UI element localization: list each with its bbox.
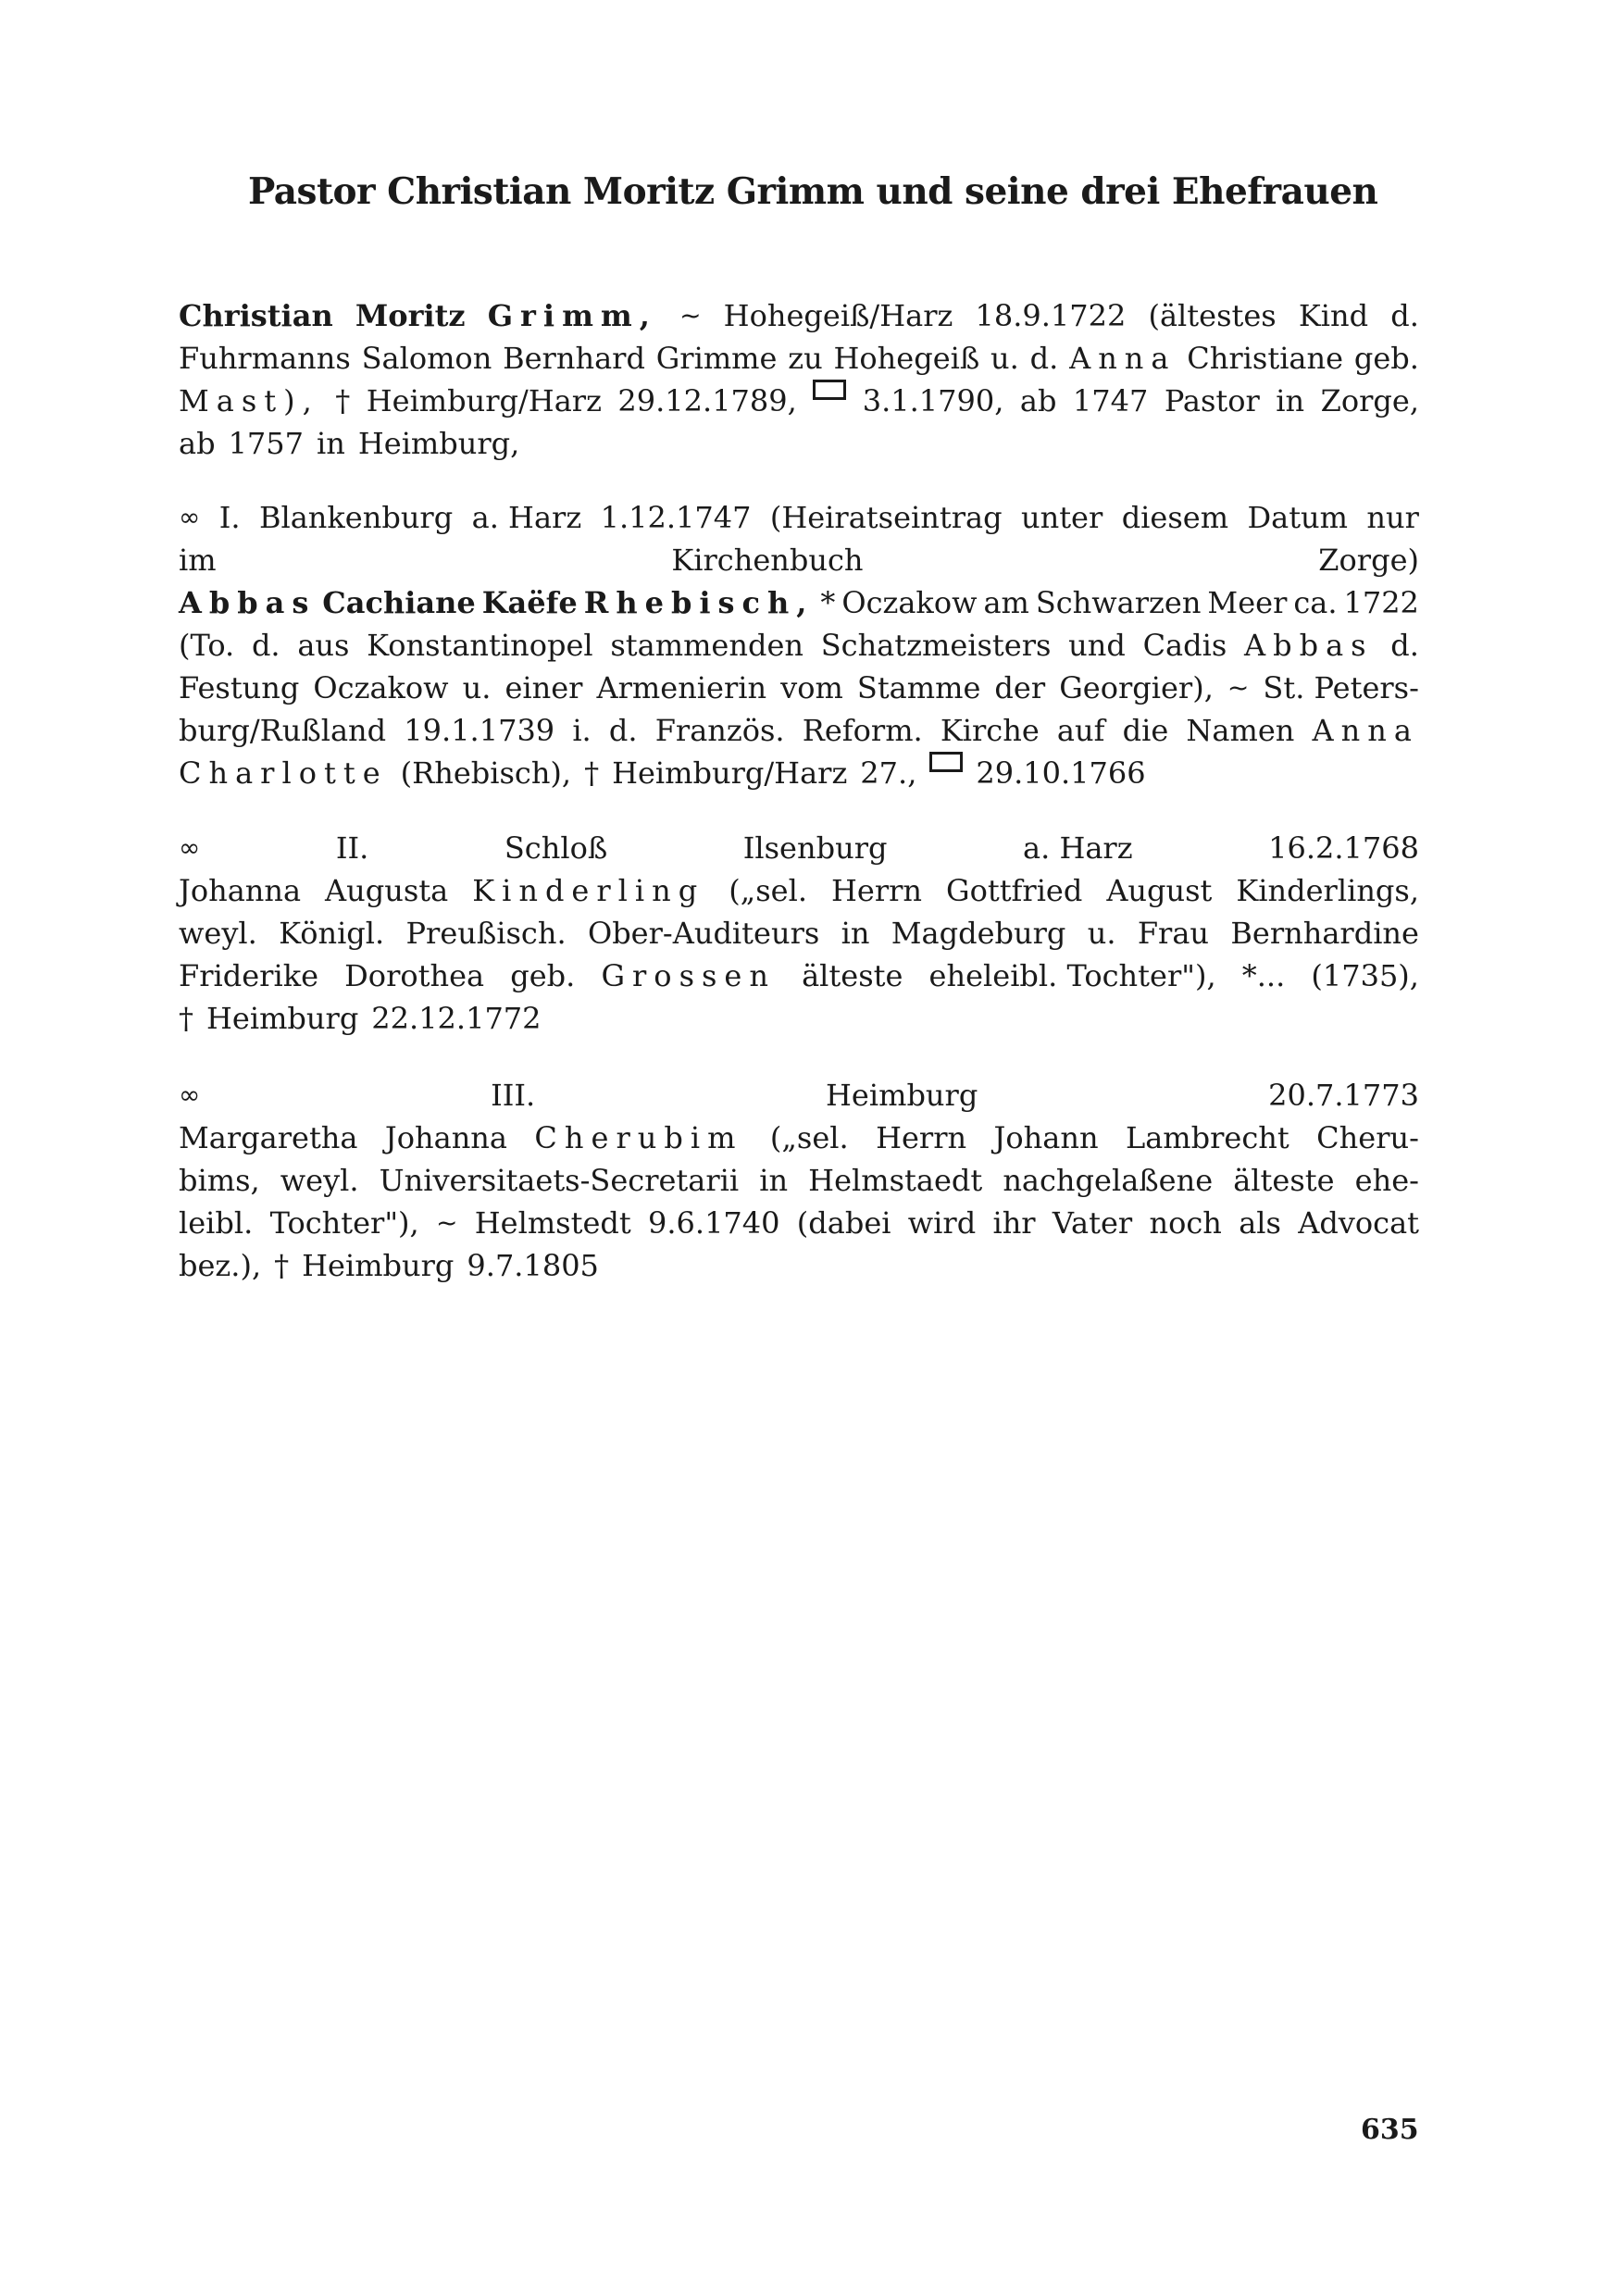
word: Preußisch. xyxy=(405,916,567,951)
word: Bernhard xyxy=(503,341,645,376)
text-line xyxy=(179,1117,1419,1159)
word: Schatzmeisters xyxy=(820,628,1052,663)
text-line xyxy=(179,496,1419,539)
word: aus xyxy=(297,628,350,663)
text-line xyxy=(179,869,1419,912)
word: Hohegeiß/Harz xyxy=(723,298,953,333)
word: d. xyxy=(1390,298,1419,333)
word: * xyxy=(820,585,836,620)
baptism-icon: ~ xyxy=(1227,672,1250,703)
word: Heimburg, xyxy=(357,426,520,461)
word: Oczakow xyxy=(841,585,978,620)
word: Cherubim xyxy=(534,1120,743,1155)
word: Salomon xyxy=(361,341,492,376)
word: Herrn xyxy=(876,1120,967,1155)
word: Blankenburg xyxy=(258,500,454,535)
word: ihr xyxy=(992,1205,1036,1241)
word: II. xyxy=(335,830,369,866)
word: Moritz xyxy=(355,298,466,333)
word: burg/Rußland xyxy=(179,713,387,748)
text-line xyxy=(179,581,1419,624)
word: leibl. xyxy=(179,1205,254,1241)
word: Heimburg/Harz xyxy=(366,383,602,418)
word: wird xyxy=(907,1205,977,1241)
word: älteste xyxy=(802,958,903,993)
word: Margaretha xyxy=(179,1120,358,1155)
word: vom xyxy=(780,670,843,705)
word: Stamme xyxy=(856,670,981,705)
word: Tochter"), xyxy=(269,1205,419,1241)
word: zu xyxy=(788,341,823,376)
word: bez.), xyxy=(179,1248,262,1283)
word: i. xyxy=(572,713,592,748)
word: d. xyxy=(251,628,280,663)
word: Anna xyxy=(1312,713,1419,748)
text-line xyxy=(179,337,1419,380)
text-line xyxy=(179,294,1419,337)
word: (Rhebisch), xyxy=(400,755,572,791)
word: Gottfried xyxy=(946,873,1083,908)
word: 9.6.1740 xyxy=(648,1205,780,1241)
word: Heimburg xyxy=(302,1248,455,1283)
word: diesem xyxy=(1121,500,1229,535)
word: Rhebisch, xyxy=(583,585,815,620)
word: d. xyxy=(1390,628,1419,663)
word: Grossen xyxy=(601,958,776,993)
word: Schloß xyxy=(504,830,608,866)
word: d. xyxy=(1029,341,1059,376)
word: Kinderlings, xyxy=(1236,873,1419,908)
word: 19.1.1739 xyxy=(404,713,555,748)
word: 3.1.1790, xyxy=(862,383,1004,418)
word: Grimm, xyxy=(487,298,657,333)
word: („sel. xyxy=(769,1120,849,1155)
entry-marriage-3 xyxy=(179,1074,1419,1287)
word: Königl. xyxy=(279,916,385,951)
word: Ober-Auditeurs xyxy=(587,916,820,951)
word: Universitaets-Secretarii xyxy=(379,1163,740,1198)
word: St. Peters- xyxy=(1263,670,1419,705)
word: ehe- xyxy=(1354,1163,1419,1198)
word: Georgier), xyxy=(1059,670,1214,705)
word: bims, xyxy=(179,1163,260,1198)
word: 27., xyxy=(860,755,917,791)
word: I. xyxy=(218,500,241,535)
word: Augusta xyxy=(325,873,449,908)
marriage-icon: ∞ xyxy=(179,832,201,863)
death-icon: † xyxy=(584,755,600,791)
word: Lambrecht xyxy=(1125,1120,1289,1155)
word: Zorge, xyxy=(1320,383,1419,418)
word: Armenierin xyxy=(596,670,767,705)
word: nachgelaßene xyxy=(1003,1163,1214,1198)
word: Abbas xyxy=(1243,628,1374,663)
word: Advocat xyxy=(1298,1205,1419,1241)
baptism-icon: ~ xyxy=(679,300,702,331)
word: Cachiane xyxy=(322,585,476,620)
word: weyl. xyxy=(179,916,257,951)
word: 9.7.1805 xyxy=(467,1248,599,1283)
word: Kind xyxy=(1298,298,1369,333)
word: a. Harz xyxy=(471,500,582,535)
word: Datum xyxy=(1247,500,1348,535)
word: in xyxy=(317,426,345,461)
baptism-icon: ~ xyxy=(435,1207,458,1238)
text-line xyxy=(179,752,1419,794)
word: Abbas xyxy=(179,585,317,620)
text-line xyxy=(179,1159,1419,1202)
word: d. xyxy=(608,713,638,748)
word: älteste xyxy=(1233,1163,1335,1198)
word: 16.2.1768 xyxy=(1268,830,1419,866)
word: (Heiratseintrag xyxy=(769,500,1003,535)
word: Helmstaedt xyxy=(808,1163,983,1198)
word: u. xyxy=(1087,916,1116,951)
word: Hohegeiß xyxy=(833,341,980,376)
word: Pastor xyxy=(1164,383,1260,418)
word: ab xyxy=(1019,383,1057,418)
word: (dabei xyxy=(796,1205,891,1241)
text-line xyxy=(179,997,1419,1040)
word: Zorge) xyxy=(1318,543,1419,578)
death-icon: † xyxy=(335,383,351,418)
word: Kirche xyxy=(940,713,1040,748)
text-line xyxy=(179,1244,1419,1287)
burial-icon xyxy=(929,752,963,772)
page-number: 635 xyxy=(1361,2114,1419,2146)
text-line xyxy=(179,912,1419,955)
word: Kaëfe xyxy=(481,585,578,620)
word: Kinderling xyxy=(472,873,705,908)
word: Konstantinopel xyxy=(367,628,593,663)
word: 1757 xyxy=(228,426,304,461)
text-line xyxy=(179,539,1419,581)
word: (ältestes xyxy=(1148,298,1277,333)
word: Oczakow xyxy=(313,670,449,705)
word: Kirchenbuch xyxy=(671,543,864,578)
word: am xyxy=(983,585,1029,620)
marriage-icon: ∞ xyxy=(179,1079,201,1110)
word: Namen xyxy=(1186,713,1295,748)
word: u. xyxy=(462,670,492,705)
word: Vater xyxy=(1052,1205,1133,1241)
text-line xyxy=(179,827,1419,869)
word: Frau xyxy=(1137,916,1210,951)
word: Bernhardine xyxy=(1230,916,1419,951)
death-icon: † xyxy=(179,1001,193,1036)
word: Anna xyxy=(1069,341,1177,376)
word: Herrn xyxy=(830,873,923,908)
word: Heimburg xyxy=(206,1001,359,1036)
text-line xyxy=(179,709,1419,752)
word: Reform. xyxy=(802,713,923,748)
entry-marriage-2 xyxy=(179,827,1419,1040)
text-line xyxy=(179,422,1419,465)
text-line xyxy=(179,1074,1419,1117)
word: der xyxy=(994,670,1046,705)
word: August xyxy=(1106,873,1213,908)
word: Mast), xyxy=(179,383,319,418)
death-icon: † xyxy=(274,1248,290,1283)
word: in xyxy=(759,1163,789,1198)
marriage-icon: ∞ xyxy=(179,502,201,532)
word: im xyxy=(179,543,217,578)
text-line xyxy=(179,380,1419,422)
word: nur xyxy=(1366,500,1419,535)
word: Charlotte xyxy=(179,755,388,791)
word: auf xyxy=(1056,713,1105,748)
word: Festung xyxy=(179,670,300,705)
word: Schwarzen xyxy=(1035,585,1202,620)
word: Friderike xyxy=(179,958,319,993)
word: einer xyxy=(505,670,583,705)
word: 29.12.1789, xyxy=(617,383,797,418)
word: und xyxy=(1068,628,1126,663)
word: 1747 xyxy=(1072,383,1149,418)
word: ca. xyxy=(1293,585,1338,620)
text-line xyxy=(179,667,1419,709)
word: geb. xyxy=(1353,341,1419,376)
entry-marriage-1 xyxy=(179,496,1419,794)
word: Ilsenburg xyxy=(742,830,888,866)
word: Johann xyxy=(993,1120,1099,1155)
word: 20.7.1773 xyxy=(1268,1078,1419,1113)
word: Christian xyxy=(179,298,333,333)
word: stammenden xyxy=(610,628,804,663)
page-title: Pastor Christian Moritz Grimm und seine drei Ehefrauen xyxy=(248,170,1378,213)
word: Johanna xyxy=(179,873,302,908)
word: in xyxy=(1276,383,1305,418)
word: noch xyxy=(1149,1205,1222,1241)
word: Heimburg xyxy=(826,1078,978,1113)
word: Grimme xyxy=(655,341,778,376)
word: die xyxy=(1122,713,1169,748)
entry-grimm xyxy=(179,294,1419,465)
word: weyl. xyxy=(280,1163,359,1198)
word: 22.12.1772 xyxy=(371,1001,542,1036)
text-line xyxy=(179,624,1419,667)
word: (To. xyxy=(179,628,235,663)
word: u. xyxy=(990,341,1019,376)
word: geb. xyxy=(510,958,576,993)
word: Helmstedt xyxy=(474,1205,631,1241)
word: als xyxy=(1239,1205,1281,1241)
word: Christiane xyxy=(1187,341,1344,376)
word: Französ. xyxy=(654,713,785,748)
word: Cadis xyxy=(1142,628,1227,663)
burial-icon xyxy=(813,380,846,400)
word: 18.9.1722 xyxy=(975,298,1127,333)
word: („sel. xyxy=(729,873,808,908)
word: Cheru- xyxy=(1316,1120,1419,1155)
word: ab xyxy=(179,426,216,461)
text-line xyxy=(179,955,1419,997)
word: unter xyxy=(1020,500,1103,535)
word: (1735), xyxy=(1311,958,1419,993)
word: Fuhrmanns xyxy=(179,341,351,376)
word: III. xyxy=(491,1078,536,1113)
word: in xyxy=(841,916,870,951)
word: Magdeburg xyxy=(891,916,1066,951)
word: a. Harz xyxy=(1023,830,1133,866)
text-line xyxy=(179,1202,1419,1244)
word: Heimburg/Harz xyxy=(612,755,848,791)
word: 1.12.1747 xyxy=(600,500,752,535)
word: Johanna xyxy=(384,1120,507,1155)
word: *... xyxy=(1241,958,1286,993)
word: eheleibl. Tochter"), xyxy=(928,958,1216,993)
word: Dorothea xyxy=(344,958,485,993)
word: 1722 xyxy=(1343,585,1419,620)
word: 29.10.1766 xyxy=(976,755,1146,791)
word: Meer xyxy=(1207,585,1288,620)
